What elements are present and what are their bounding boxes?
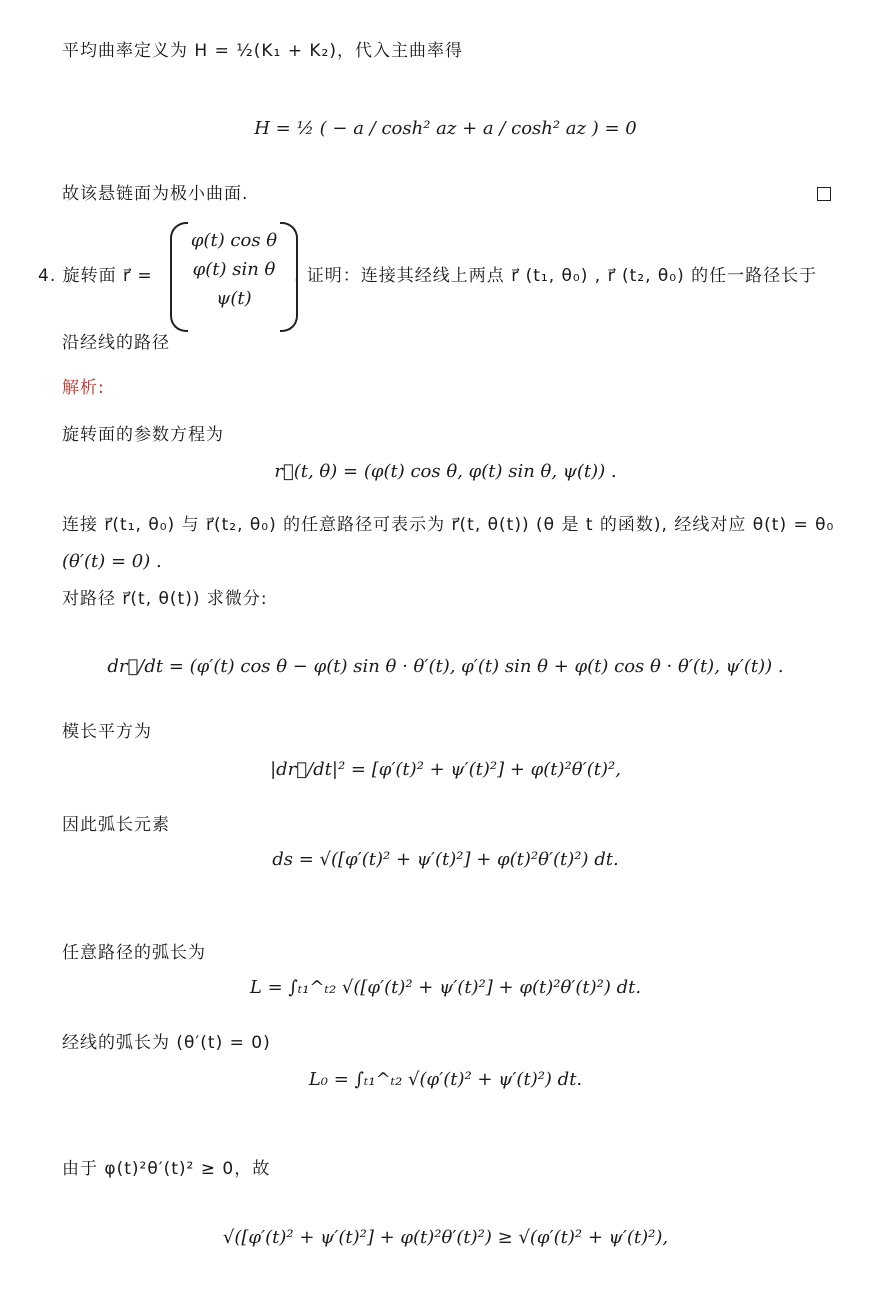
meridian-condition: (θ′(t) = 0) . bbox=[62, 551, 162, 572]
arc-length-intro: 任意路径的弧长为 bbox=[62, 943, 206, 963]
problem-4-statement-cont: 沿经线的路径 bbox=[62, 333, 170, 353]
path-representation: 连接 r⃗(t₁, θ₀) 与 r⃗(t₂, θ₀) 的任意路径可表示为 r⃗(t, θ(t)) (θ 是 t 的函数), 经线对应 θ(t) = θ₀ bbox=[62, 515, 835, 535]
differentiate-intro: 对路径 r⃗(t, θ(t)) 求微分: bbox=[62, 589, 268, 609]
norm-squared-intro: 模长平方为 bbox=[62, 722, 152, 742]
problem-4-statement: . 证明：连接其经线上两点 r⃗ (t₁, θ₀) , r⃗ (t₂, θ₀) 的任一路径长于 bbox=[294, 266, 818, 286]
vector-component-z: ψ(t) bbox=[216, 288, 252, 309]
norm-squared-equation: |dr⃗/dt|² = [φ′(t)² + ψ′(t)²] + φ(t)²θ′(t)², bbox=[270, 759, 621, 780]
problem-4-prefix: 4. 旋转面 r⃗ = bbox=[38, 266, 153, 286]
parametric-intro: 旋转面的参数方程为 bbox=[62, 425, 224, 445]
minimal-surface-conclusion: 故该悬链面为极小曲面. bbox=[62, 184, 249, 204]
meridian-length-intro: 经线的弧长为 (θ′(t) = 0) bbox=[62, 1033, 271, 1053]
mean-curvature-equation: H = ½ ( − a / cosh² az + a / cosh² az ) = 0 bbox=[254, 118, 637, 139]
rotation-surface-vector bbox=[186, 226, 282, 313]
arc-length-equation: L = ∫ₜ₁^ₜ₂ √([φ′(t)² + ψ′(t)²] + φ(t)²θ′(t)²) dt. bbox=[249, 977, 642, 998]
inequality-equation: √([φ′(t)² + ψ′(t)²] + φ(t)²θ′(t)²) ≥ √(φ′(t)² + ψ′(t)²), bbox=[222, 1227, 669, 1248]
parametric-equation: r⃗(t, θ) = (φ(t) cos θ, φ(t) sin θ, ψ(t)) . bbox=[274, 461, 617, 482]
derivative-equation: dr⃗/dt = (φ′(t) cos θ − φ(t) sin θ · θ′(t), φ′(t) sin θ + φ(t) cos θ · θ′(t), ψ′(t)) . bbox=[107, 656, 784, 677]
vector-component-y: φ(t) sin θ bbox=[192, 259, 276, 280]
arc-element-intro: 因此弧长元素 bbox=[62, 815, 170, 835]
analysis-heading: 解析: bbox=[62, 378, 105, 398]
inequality-intro: 由于 φ(t)²θ′(t)² ≥ 0，故 bbox=[62, 1159, 271, 1179]
arc-element-equation: ds = √([φ′(t)² + ψ′(t)²] + φ(t)²θ′(t)²) dt. bbox=[272, 849, 619, 870]
vector-component-x: φ(t) cos θ bbox=[190, 230, 278, 251]
qed-symbol bbox=[817, 187, 831, 201]
mean-curvature-definition: 平均曲率定义为 H = ½(K₁ + K₂)，代入主曲率得 bbox=[62, 41, 463, 61]
meridian-length-equation: L₀ = ∫ₜ₁^ₜ₂ √(φ′(t)² + ψ′(t)²) dt. bbox=[308, 1069, 583, 1090]
